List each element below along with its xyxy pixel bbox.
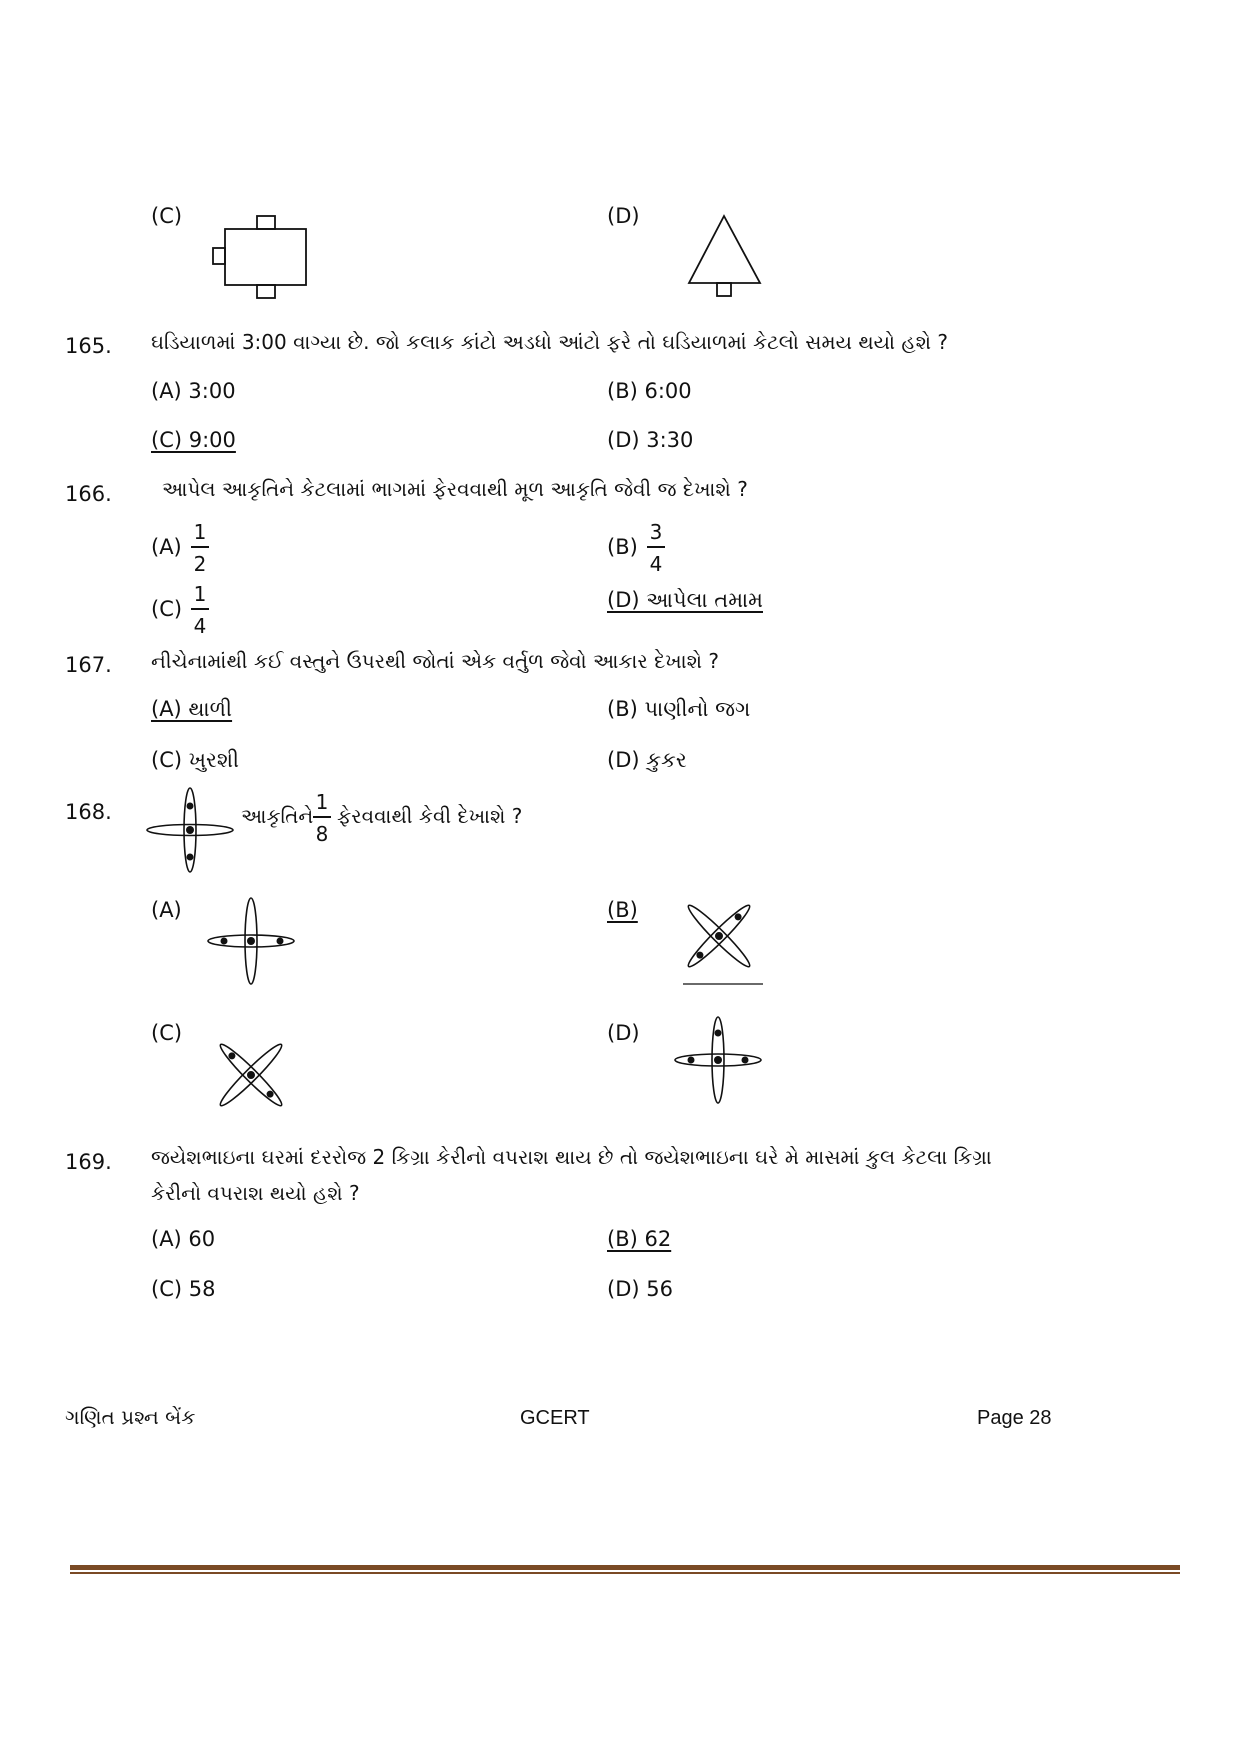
q165-number: 165.: [65, 334, 112, 358]
fraction-denominator: 8: [315, 822, 329, 846]
footer-center-org: GCERT: [520, 1407, 590, 1429]
q168-option-a-label[interactable]: (A): [151, 898, 182, 922]
fraction-denominator: 4: [193, 614, 207, 638]
q167-question-text: નીચેનામાંથી કઈ વસ્તુને ઉપરથી જોતાં એક વર્તુળ જેવો આકાર દેખાશે ?: [151, 649, 720, 673]
footer-rule-thick: [70, 1565, 1180, 1570]
q165-option-d[interactable]: (D) 3:30: [607, 428, 694, 452]
q166-option-d-answer[interactable]: (D) આપેલા તમામ: [607, 588, 763, 612]
fraction-denominator: 4: [649, 552, 663, 576]
q166-number: 166.: [65, 482, 112, 506]
q167-option-d[interactable]: (D) કુકર: [607, 748, 687, 772]
q169-option-d[interactable]: (D) 56: [607, 1277, 673, 1301]
q168-option-b-figure: [675, 896, 767, 988]
footer-left-title: ગણિત પ્રશ્ન બેંક: [65, 1405, 196, 1429]
q168-question-fraction: [311, 792, 333, 844]
fraction-numerator: 1: [193, 520, 207, 544]
fraction-bar: [313, 816, 331, 818]
q166-option-a-label[interactable]: (A): [151, 535, 182, 559]
q167-number: 167.: [65, 653, 112, 677]
q166-option-b-fraction: [645, 522, 667, 574]
q167-option-c[interactable]: (C) ખુરશી: [151, 748, 240, 772]
q164-option-c-figure: [210, 214, 310, 300]
q167-option-a-answer[interactable]: (A) થાળી: [151, 697, 233, 721]
q169-question-line2: કેરીનો વપરાશ થયો હશે ?: [151, 1181, 360, 1205]
q168-question-figure: [145, 785, 239, 877]
fraction-bar: [647, 546, 665, 548]
q166-option-b-label[interactable]: (B): [607, 535, 638, 559]
q169-option-c[interactable]: (C) 58: [151, 1277, 216, 1301]
q168-option-d-label[interactable]: (D): [607, 1021, 640, 1045]
q168-option-b-answer[interactable]: (B): [607, 898, 638, 922]
q165-option-b[interactable]: (B) 6:00: [607, 379, 692, 403]
q165-option-a[interactable]: (A) 3:00: [151, 379, 236, 403]
q168-option-d-figure: [673, 1015, 765, 1107]
q168-option-c-label[interactable]: (C): [151, 1021, 183, 1045]
q166-option-c-label[interactable]: (C): [151, 597, 183, 621]
fraction-bar: [191, 546, 209, 548]
q166-question-text: આપેલ આકૃતિને કેટલામાં ભાગમાં ફેરવવાથી મૂળ આકૃતિ જેવી જ દેખાશે ?: [162, 477, 748, 501]
q167-option-b[interactable]: (B) પાણીનો જગ: [607, 697, 751, 721]
q168-option-a-figure: [206, 896, 298, 988]
q164-option-c-label[interactable]: (C): [151, 204, 183, 228]
q164-option-d-figure: [685, 212, 765, 298]
fraction-bar: [191, 608, 209, 610]
q169-number: 169.: [65, 1150, 112, 1174]
q169-option-a[interactable]: (A) 60: [151, 1227, 216, 1251]
footer-rule-thin: [70, 1572, 1180, 1574]
q164-option-d-label[interactable]: (D): [607, 204, 640, 228]
q168-option-c-figure: [206, 1030, 298, 1122]
fraction-numerator: 3: [649, 520, 663, 544]
q168-number: 168.: [65, 800, 112, 824]
fraction-numerator: 1: [315, 790, 329, 814]
q166-option-c-fraction: [189, 584, 211, 636]
q168-question-text-before: આકૃતિને: [241, 804, 314, 828]
q169-option-b-answer[interactable]: (B) 62: [607, 1227, 672, 1251]
q169-question-line1: જયેશભાઇના ઘરમાં દરરોજ 2 કિગ્રા કેરીનો વપરાશ થાય છે તો જયેશભાઇના ઘરે મે માસમાં કુલ કેટલા કિગ્રા: [151, 1145, 992, 1169]
q165-question-text: ઘડિયાળમાં 3:00 વાગ્યા છે. જો કલાક કાંટો અડધો આંટો ફરે તો ઘડિયાળમાં કેટલો સમય થયો હશે ?: [151, 330, 949, 354]
fraction-numerator: 1: [193, 582, 207, 606]
footer-page-number: Page 28: [977, 1407, 1052, 1429]
q168-question-text-after: ફેરવવાથી કેવી દેખાશે ?: [337, 804, 523, 828]
fraction-denominator: 2: [193, 552, 207, 576]
q166-option-a-fraction: [189, 522, 211, 574]
q165-option-c-answer[interactable]: (C) 9:00: [151, 428, 236, 452]
